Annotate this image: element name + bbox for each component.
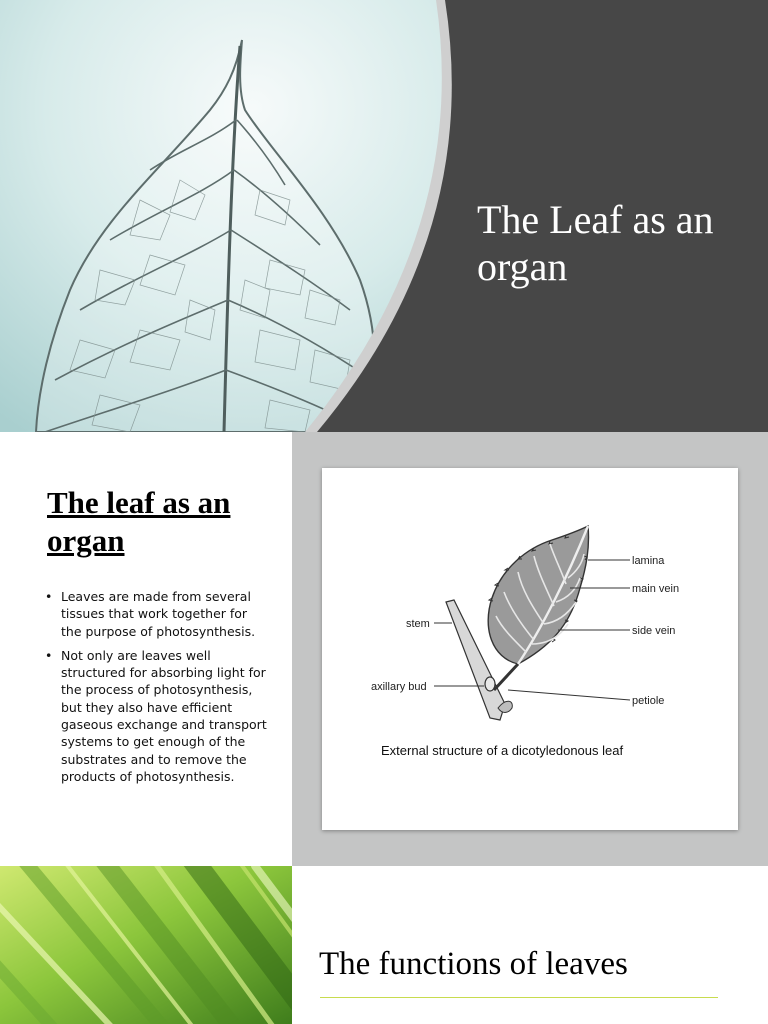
- slide-title-text: The Leaf as an organ: [477, 197, 714, 289]
- bullet-item: • Not only are leaves well structured for absorbing light for the process of photosynthesis, but they also have efficient gaseous exchange and transport systems to get enough of the substrates and to remove the products of photosynthesis.: [45, 647, 267, 785]
- leaf-diagram: [322, 468, 738, 830]
- slide-functions-title: The functions of leaves: [319, 946, 628, 982]
- title-underline: [320, 997, 718, 998]
- slide-leaf-organ: [0, 432, 768, 866]
- label-lamina: lamina: [632, 555, 665, 567]
- bullet-item: • Leaves are made from several tissues that work together for the purpose of photosynthesis.: [45, 588, 267, 640]
- leaf-skeleton-image: [0, 0, 460, 432]
- label-side-vein: side vein: [632, 625, 676, 637]
- label-axillary-bud: axillary bud: [371, 681, 427, 693]
- bullet-list: [45, 588, 267, 792]
- label-main-vein: main vein: [632, 583, 680, 595]
- label-stem: stem: [406, 618, 430, 630]
- diagram-caption: External structure of a dicotyledonous leaf: [381, 743, 624, 758]
- label-petiole: petiole: [632, 695, 665, 707]
- slide-title: [0, 0, 768, 432]
- slide-heading: The leaf as an organ: [47, 485, 231, 558]
- slide-functions: [0, 866, 768, 1024]
- green-leaf-photo: [0, 866, 292, 1024]
- leaf-diagram-card: [322, 468, 738, 830]
